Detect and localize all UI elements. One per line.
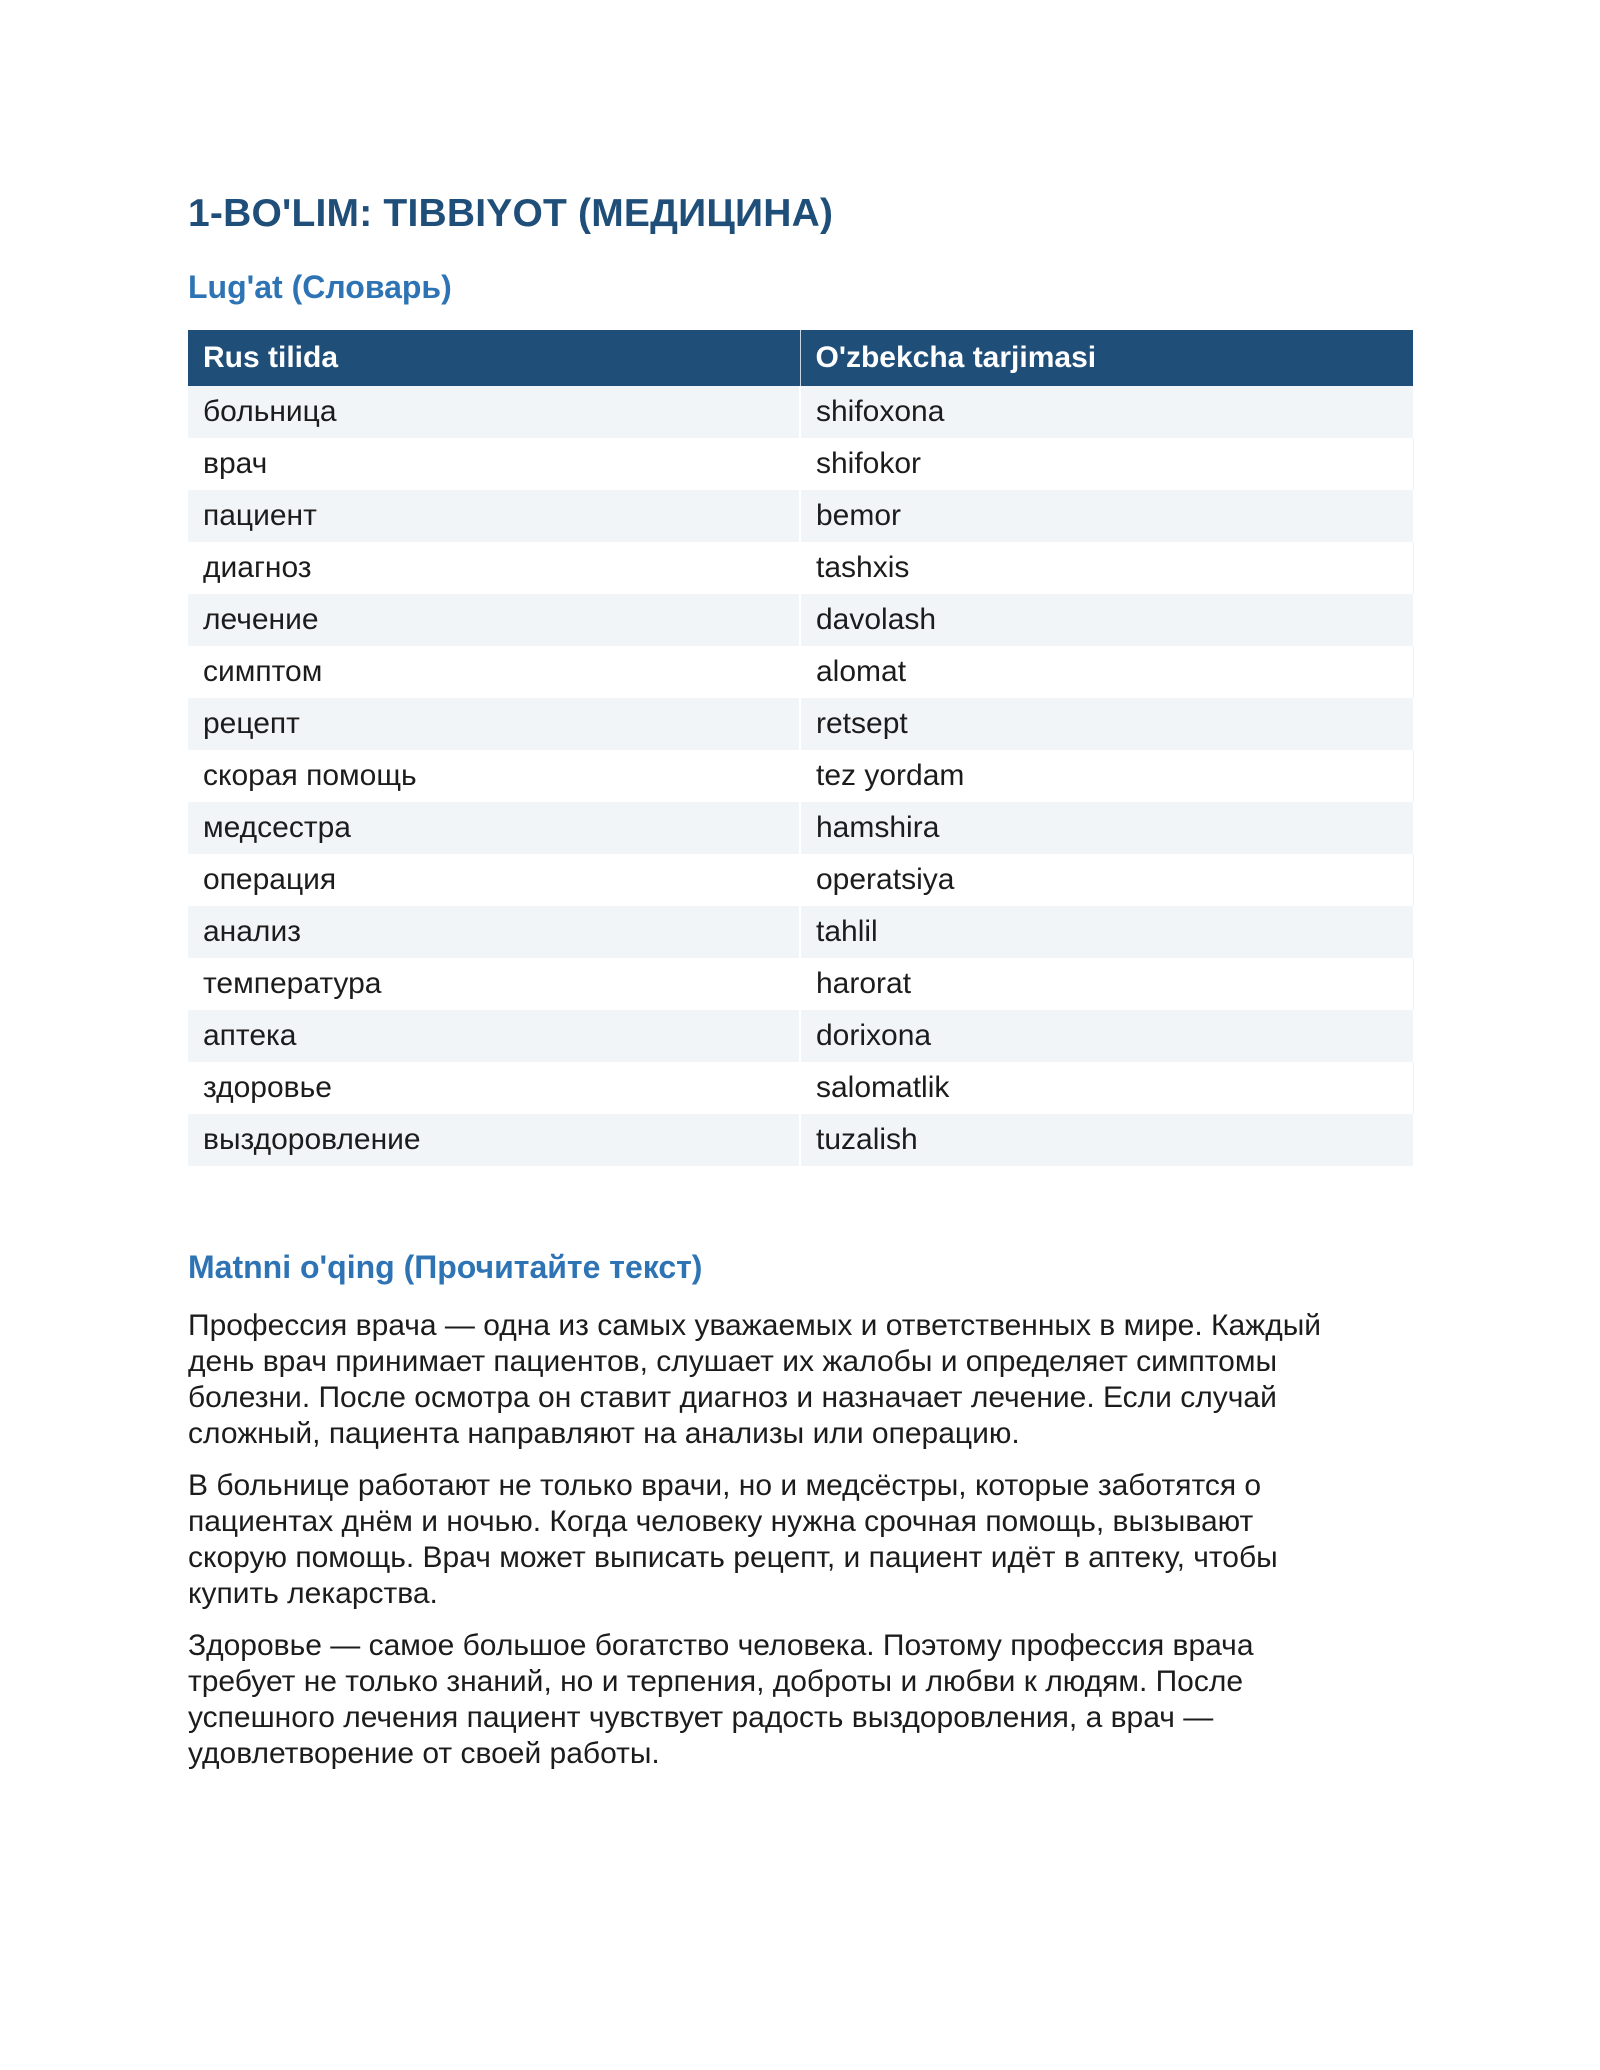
- uzbek-translation: davolash: [800, 594, 1413, 646]
- uzbek-translation: hamshira: [800, 802, 1413, 854]
- paragraph-1: [188, 1308, 1413, 1452]
- table-row: [188, 594, 1413, 646]
- table-row: [188, 438, 1413, 490]
- text-line: день врач принимает пациентов, слушает их жалобы и определяет симптомы: [188, 1345, 1278, 1378]
- table-row: [188, 698, 1413, 750]
- russian-word: анализ: [188, 906, 800, 958]
- column-header-russian: Rus tilida: [188, 330, 800, 386]
- uzbek-translation: bemor: [800, 490, 1413, 542]
- uzbek-translation: shifoxona: [800, 386, 1413, 438]
- russian-word: медсестра: [188, 802, 800, 854]
- text-line: пациентах днём и ночью. Когда человеку нужна срочная помощь, вызывают: [188, 1505, 1254, 1538]
- russian-word: здоровье: [188, 1062, 800, 1114]
- paragraph-2: [188, 1468, 1413, 1612]
- text-line: скорую помощь. Врач может выписать рецепт, и пациент идёт в аптеку, чтобы: [188, 1541, 1278, 1574]
- russian-word: аптека: [188, 1010, 800, 1062]
- text-line: В больнице работают не только врачи, но и медсёстры, которые заботятся о: [188, 1469, 1262, 1502]
- uzbek-translation: tahlil: [800, 906, 1413, 958]
- table-row: [188, 854, 1413, 906]
- russian-word: пациент: [188, 490, 800, 542]
- vocabulary-heading: Lug'at (Словарь): [188, 269, 452, 305]
- paragraph-3: [188, 1628, 1413, 1772]
- text-line: успешного лечения пациент чувствует радость выздоровления, а врач —: [188, 1701, 1214, 1734]
- text-line: Профессия врача — одна из самых уважаемых и ответственных в мире. Каждый: [188, 1309, 1322, 1342]
- table-row: [188, 1114, 1413, 1166]
- uzbek-translation: alomat: [800, 646, 1413, 698]
- table-row: [188, 490, 1413, 542]
- column-header-uzbek: O'zbekcha tarjimasi: [800, 330, 1413, 386]
- uzbek-translation: tuzalish: [800, 1114, 1413, 1166]
- table-row: [188, 1010, 1413, 1062]
- russian-word: выздоровление: [188, 1114, 800, 1166]
- russian-word: рецепт: [188, 698, 800, 750]
- table-row: [188, 542, 1413, 594]
- table-row: [188, 646, 1413, 698]
- vocabulary-table: [188, 330, 1414, 1166]
- text-line: требует не только знаний, но и терпения, доброты и любви к людям. После: [188, 1665, 1244, 1698]
- uzbek-translation: retsept: [800, 698, 1413, 750]
- text-line: Здоровье — самое большое богатство человека. Поэтому профессия врача: [188, 1629, 1254, 1662]
- uzbek-translation: dorixona: [800, 1010, 1413, 1062]
- table-row: [188, 906, 1413, 958]
- russian-word: операция: [188, 854, 800, 906]
- uzbek-translation: tez yordam: [800, 750, 1413, 802]
- text-line: болезни. После осмотра он ставит диагноз и назначает лечение. Если случай: [188, 1381, 1277, 1414]
- russian-word: симптом: [188, 646, 800, 698]
- russian-word: диагноз: [188, 542, 800, 594]
- text-line: купить лекарства.: [188, 1577, 438, 1610]
- table-row: [188, 802, 1413, 854]
- uzbek-translation: harorat: [800, 958, 1413, 1010]
- table-row: [188, 386, 1413, 438]
- russian-word: врач: [188, 438, 800, 490]
- page-title: 1-BO'LIM: TIBBIYOT (МЕДИЦИНА): [188, 192, 834, 235]
- text-line: сложный, пациента направляют на анализы или операцию.: [188, 1417, 1020, 1450]
- russian-word: скорая помощь: [188, 750, 800, 802]
- russian-word: лечение: [188, 594, 800, 646]
- russian-word: температура: [188, 958, 800, 1010]
- uzbek-translation: shifokor: [800, 438, 1413, 490]
- text-line: удовлетворение от своей работы.: [188, 1737, 660, 1770]
- reading-text: [188, 1308, 1413, 1772]
- russian-word: больница: [188, 386, 800, 438]
- table-row: [188, 1062, 1413, 1114]
- uzbek-translation: tashxis: [800, 542, 1413, 594]
- reading-heading: Matnni o'qing (Прочитайте текст): [188, 1249, 703, 1285]
- table-header-row: [188, 330, 1413, 386]
- document-page: [188, 186, 1413, 1788]
- table-row: [188, 958, 1413, 1010]
- uzbek-translation: salomatlik: [800, 1062, 1413, 1114]
- uzbek-translation: operatsiya: [800, 854, 1413, 906]
- table-row: [188, 750, 1413, 802]
